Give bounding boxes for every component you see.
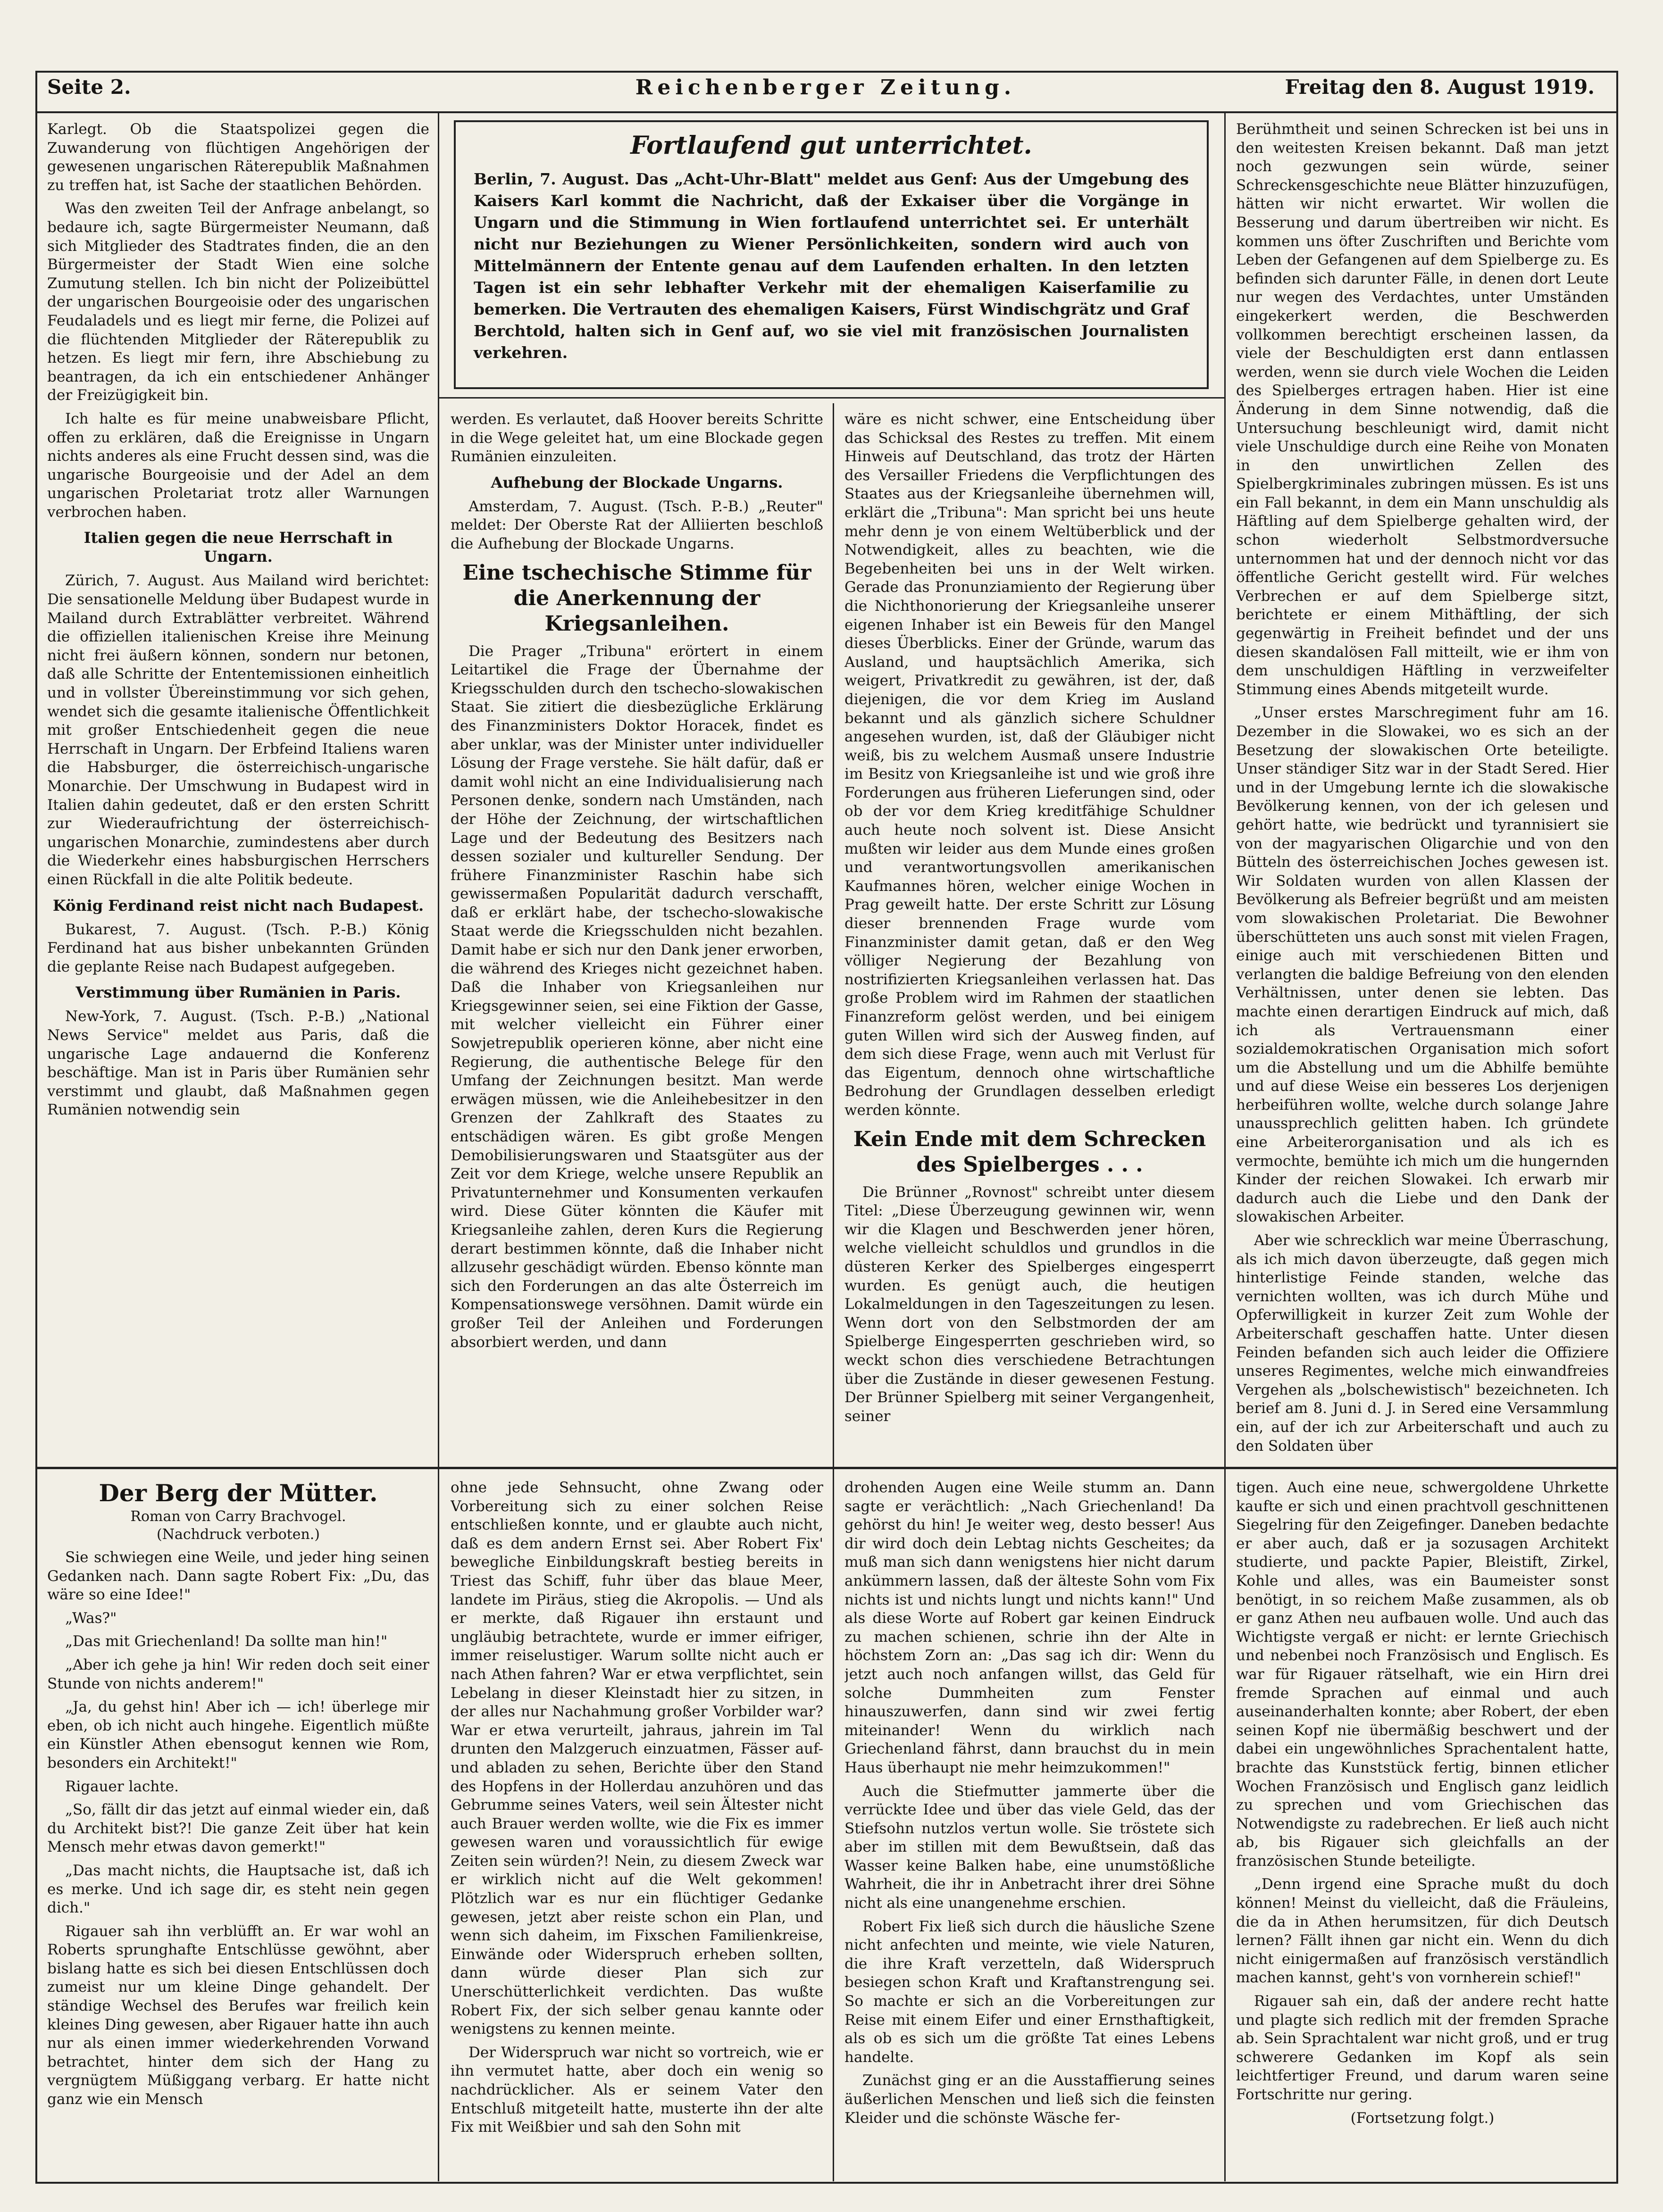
paragraph: Bukarest, 7. August. (Tsch. P.-B.) König Ferdinand hat aus bisher unbekannten Gründen die geplante Reise nach Budapest aufgegeben. (47, 921, 429, 975)
paragraph: Die Brünner „Rovnost" schreibt unter diesem Titel: „Diese Überzeugung gewinnen wir, wenn wir die Klagen und Beschwerden jener hören, welche vielleicht schuldlos und grundlos in die düsteren Kerker des Spielberges eingesperrt wurden. Es genügt auch, die heutigen Lokalmeldungen in den Tageszeitungen zu lesen. Wenn dort von den Selbstmorden der am Spielberge Eingesperrten geschrieben wird, so weckt schon dies verschiedene Betrachtungen über die Zustände in dieser gewesenen Festung. Der Brünner Spielberg mit seiner Vergangenheit, seiner (844, 1183, 1215, 1425)
feuilleton-column-2 (451, 1479, 823, 2177)
header-rule (35, 111, 1618, 113)
headline-verstimmung: Verstimmung über Rumänien in Paris. (75, 983, 401, 1002)
paragraph: ohne jede Sehnsucht, ohne Zwang oder Vorbereitung sich zu einer solchen Reise entschließen konnte, und er glaubte auch nicht, daß es dem andern Ernst sei. Aber Robert Fix' bewegliche Einbildungskraft bestieg bereits in Triest das Schiff, fuhr über das blaue Meer, landete im Piräus, stieg die Akropolis. — Und als er merkte, daß Rigauer ihn erstaunt und ungläubig betrachtete, wurde er immer eifriger, immer reiselustiger. Warum sollte nicht auch er nach Athen fahren? War er etwa verpflichtet, sein Lebelang in dieser Kleinstadt hier zu sitzen, in der alles nur Nachahmung großer Vorbilder war? War er etwa verurteilt, jahraus, jahrein im Tal drunten den Malzgeruch einzuatmen, Fässer auf- und abladen zu sehen, Berichte über den Stand des Hopfens in der Hollerdau anzuhören und das Gebrumme seines Vaters, weil sein Ältester nicht auch Brauer werden wollte, wie die Fix es immer gewesen waren und voraussichtlich für ewige Zeiten sein würden?! Nein, zu diesem Zweck war er wirklich nicht auf die Welt gekommen! Plötzlich war es nur ein flüchtiger Gedanke gewesen, jetzt aber reiste schon ein Plan, und wenn sich daheim, im Fixschen Familienkreise, Einwände oder Widerspruch erheben sollten, dann würde dieser Plan sich zur Unerschütterlichkeit verdichten. Das wußte Robert Fix, der sich selber genau kannte oder wenigstens zu kennen meinte. (451, 1479, 823, 2038)
paragraph: Robert Fix ließ sich durch die häusliche Szene nicht anfechten und meinte, wie viele Naturen, die ihre Kraft verzetteln, daß Widerspruch besiegen schon Kraft und Kraftanstrengung sei. So machte er sich an die Vorbereitungen zur Reise mit einem Eifer und einer Ernsthaftigkeit, als ob es sich um die größte Tat eines Lebens handelte. (844, 1918, 1215, 2066)
paragraph: Amsterdam, 7. August. (Tsch. P.-B.) „Reuter" meldet: Der Oberste Rat der Alliierten beschloß die Aufhebung der Blockade Ungarns. (451, 498, 823, 552)
feuilleton-title: Der Berg der Mütter. (99, 1479, 378, 1507)
issue-date: Freitag den 8. August 1919. (1285, 75, 1595, 99)
feuilleton-divider-2 (833, 1469, 834, 2181)
col-divider-3 (1224, 113, 1226, 1467)
headline-blockade: Aufhebung der Blockade Ungarns. (491, 473, 783, 491)
boxed-article-body: Berlin, 7. August. Das „Acht-Uhr-Blatt" meldet aus Genf: Aus der Umgebung des Kaisers Karl kommt die Nachricht, daß der Exkaiser über die Vorgänge in Ungarn und die Stimmung in Wien fortlaufend unterrichtet sei. Er unterhält nicht nur Beziehungen zu Wiener Persönlichkeiten, sondern wird auch von Mittelmännern der Entente genau auf dem Laufenden erhalten. In den letzten Tagen ist ein sehr lebhafter Verkehr mit der ehemaligen Kaiserfamilie zu bemerken. Die Vertrauten des ehemaligen Kaisers, Fürst Windischgrätz und Graf Berchtold, halten sich in Genf auf, wo sie viel mit französischen Journalisten verkehren. (474, 170, 1189, 362)
feuilleton-rule (35, 1467, 1618, 1469)
paragraph: Rigauer sah ein, daß der andere recht hatte und plagte sich redlich mit der fremden Sprache ab. Sein Sprachtalent war nicht groß, und er trug schwerere Gedanken im Kopf als sein leichtfertiger Freund, und darum waren seine Fortschritte nur gering. (1236, 1993, 1609, 2103)
paragraph: Karlegt. Ob die Staatspolizei gegen die Zuwanderung von flüchtigen Angehörigen der gewesenen ungarischen Räterepublik Maßnahmen zu treffen hat, ist Sache der staatlichen Behörden. (47, 121, 429, 194)
page-header (47, 75, 1595, 108)
column-4 (1236, 120, 1609, 1464)
paragraph: Was den zweiten Teil der Anfrage anbelangt, so bedaure ich, sagte Bürgermeister Neumann, daß sich Mitglieder des Stadtrates finden, die an den Bürgermeister der Stadt Wien eine solche Zumutung stellen. Ich bin nicht der Polizeibüttel der ungarischen Bourgeoisie oder des ungarischen Feudaladels und es liegt mir ferne, die Polizei auf die flüchtenden Mitglieder der Räterepublik zu hetzen. Es liegt mir fern, ihre Abschiebung zu beantragen, da ich ein entschiedener Anhänger der Freizügigkeit bin. (47, 200, 429, 404)
paragraph: Ich halte es für meine unabweisbare Pflicht, offen zu erklären, daß die Ereignisse in Ungarn nichts anderes als eine Frucht dessen sind, was die ungarische Bourgeoisie und der Adel an dem ungarischen Proletariat trotz aller Warnungen verbrochen haben. (47, 410, 429, 521)
paragraph: Berühmtheit und seinen Schrecken ist bei uns in den weitesten Kreisen bekannt. Daß man jetzt noch gezwungen sein würde, seiner Schreckensgeschichte neue Blätter hinzuzufügen, hätten wir nicht erwartet. Wir wollen die Besserung und darum übertreiben wir nicht. Es kommen uns öfter Zuschriften und Berichte vom Leben der Gefangenen auf dem Spielberge zu. Es befinden sich darunter Fälle, in denen dort Leute nur wegen des Verdachtes, unter Umständen eingekerkert werden, die Beschwerden vollkommen berechtigt erscheinen lassen, da viele der Beschuldigten erst dann entlassen werden, wenn sie durch viele Wochen die Leiden des Spielberges ertragen haben. Hier ist eine Änderung in dem Sinne notwendig, daß die Untersuchung beschleunigt wird, damit nicht viele Unschuldige durch eine Reihe von Monaten in den unwirtlichen Zellen des Spielbergkriminales zubringen müssen. Es ist uns ein Fall bekannt, in dem ein Mann unschuldig als Häftling auf dem Spielberge gehalten wird, der schon wiederholt Selbstmordversuche unternommen hat und der dennoch nicht vor das öffentliche Gericht gestellt wird. Für welches Verbrechen er auf dem Spielberge sitzt, berichtete er einem Mithäftling, der sich gegenwärtig in Freiheit befindet und der uns diesen skandalösen Fall mitteilt, wie er ihm von dem unschuldigen Häftling in verzweifelter Stimmung eines Abends mitgeteilt wurde. (1236, 121, 1609, 698)
page-label: Seite 2. (47, 75, 131, 99)
paragraph: „Unser erstes Marschregiment fuhr am 16. Dezember in die Slowakei, wo es sich an der Besetzung der slowakischen Orte beteiligte. Unser ständiger Sitz war in der Stadt Sered. Hier und in der Umgebung lernte ich die slowakische Bevölkerung kennen, von der ich gelesen und gehört hatte, wie bedrückt und tyrannisiert sie von der magyarischen Oligarchie und von den Bütteln des österreichischen Joches gewesen ist. Wir Soldaten wurden von allen Klassen der Bevölkerung als Befreier begrüßt und am meisten vom slowakischen Proletariat. Die Bewohner überschütteten uns auch sonst mit vielen Fragen, einige auch mit verschiedenen Bitten und verlangten die baldige Befreiung von den elenden Verhältnissen, unter denen sie lebten. Das machte einen derartigen Eindruck auf mich, daß ich als Vertrauensmann einer sozialdemokratischen Organisation mich sofort um die Abstellung und um die Abhilfe bemühte und auf diese Weise ein besseres Los derjenigen herbeiführen wollte, welche durch solange Jahre unaussprechlich gelitten haben. Ich gründete eine Arbeiterorganisation und als ich es vermochte, bemühte ich mich um die hungernden Kinder der reichen Slowakei. Ich erwarb mir dadurch auch die Liebe und den Dank der slowakischen Arbeiter. (1236, 704, 1609, 1226)
boxed-article-title: Fortlaufend gut unterrichtet. (630, 131, 1032, 160)
newspaper-title: Reichenberger Zeitung. (635, 75, 1016, 100)
reprint-notice: (Nachdruck verboten.) (156, 1526, 320, 1543)
paragraph: Zunächst ging er an die Ausstaffierung seines äußerlichen Menschen und ließ sich die feinsten Kleider und die schönste Wäsche fer- (844, 2072, 1215, 2127)
paragraph: werden. Es verlautet, daß Hoover bereits Schritte in die Wege geleitet hat, um eine Blockade gegen Rumänien einzuleiten. (451, 411, 823, 466)
feuilleton-column-3 (844, 1479, 1215, 2177)
headline-ferdinand: König Ferdinand reist nicht nach Budapest. (52, 896, 424, 915)
paragraph: wäre es nicht schwer, eine Entscheidung über das Schicksal des Restes zu treffen. Mit einem Hinweis auf Deutschland, das trotz der Härten des Versailler Friedens die Verpflichtungen des Staates aus der Kriegsanleihe übernehmen will, erklärt die „Tribuna": Man spricht bei uns heute mehr denn je von einem Weltüberblick und der Notwendigkeit, alles zu beachten, wie die Begebenheiten bei uns in der Welt wirken. Gerade das Pronunziamiento der Regierung über die Nichthonorierung der Kriegsanleihe unserer eigenen Inhaber ist ein Beweis für den Mangel dieses Überblicks. Einer der Gründe, warum das Ausland, und hauptsächlich Amerika, sich weigert, Privatkredit zu gewähren, ist der, daß diejenigen, die vor dem Krieg im Ausland bekannt und als gänzlich sichere Schuldner angesehen wurden, ist, daß der Gläubiger nicht weiß, bis zu welchem Ausmaß unsere Industrie im Besitz von Kriegsanleihe ist und wie groß ihre Forderungen aus früheren Lieferungen sind, oder ob der vor dem Krieg kreditfähige Schuldner auch heute noch solvent ist. Diese Ansicht mußten wir leider aus dem Munde eines großen und verantwortungsvollen amerikanischen Kaufmannes hören, welcher einige Wochen in Prag geweilt hatte. Der erste Schritt zur Lösung dieser brennenden Frage wurde vom Finanzminister damit getan, daß er den Weg völliger Negierung der Bezahlung von nostrifizierten Kriegsanleihen verlassen hat. Das große Problem wird im Rahmen der staatlichen Finanzreform gelöst werden, und bei einigem guten Willen wird sich der Ausweg finden, auf dem sich diese Frage, wenn auch mit Verlust für das Eigentum, dennoch ohne wirtschaftliche Bedrohung der Grundlagen desselben erledigt werden könnte. (844, 411, 1215, 1119)
paragraph: „Was?" (65, 1609, 117, 1627)
headline-italien: Italien gegen die neue Herrschaft in Ungarn. (84, 529, 393, 566)
box-bottom-rule (439, 397, 1224, 399)
headline-tschechische-stimme: Eine tschechische Stimme für die Anerkennung der Kriegsanleihen. (462, 560, 811, 636)
paragraph: „Denn irgend eine Sprache mußt du doch können! Meinst du vielleicht, daß die Fräuleins, die da in Athen herumsitzen, für dich Deutsch lernen? Fällt ihnen gar nicht ein. Wenn du dich nicht einigermaßen auf französisch verständlich machen kannst, geht's von vornherein schief!" (1236, 1876, 1609, 1987)
paragraph: New-York, 7. August. (Tsch. P.-B.) „National News Service" meldet aus Paris, daß die ungarische Lage andauernd die Konferenz beschäftige. Man ist in Paris über Rumänien sehr verstimmt und glaubt, daß Maßnahmen gegen Rumänien notwendig sein (47, 1008, 429, 1119)
paragraph: Aber wie schrecklich war meine Überraschung, als ich mich davon überzeugte, daß gegen mich hinterlistige Feinde standen, welche das vernichten wollten, was ich durch Mühe und Opferwilligkeit in kurzer Zeit zum Wohle der Arbeiterschaft geschaffen hatte. Unter diesen Feinden befanden sich auch leider die Offiziere unseres Regimentes, welche mich einwandfreies Vergehen als „bolschewistisch" bezeichneten. Ich berief am 8. Juni d. J. in Sered eine Versammlung ein, auf der ich zur Arbeiterschaft und auch zu den Soldaten über (1236, 1232, 1609, 1455)
paragraph: tigen. Auch eine neue, schwergoldene Uhrkette kaufte er sich und einen prachtvoll geschnittenen Siegelring für den Zeigefinger. Daneben bedachte er aber auch, daß er ja sozusagen Architekt studierte, und packte Papier, Bleistift, Zirkel, Kohle und alles, was ein Baumeister sonst benötigt, in so reichem Maße zusammen, als ob er ganz Athen neu aufbauen wolle. Und auch das Wichtigste vergaß er nicht: er lernte Griechisch und nebenbei noch Französisch und Englisch. Es war für Rigauer rätselhaft, wie ein Hirn drei fremde Sprachen auf einmal und auch auseinanderhalten konnte; aber Robert, der eben seinen Kopf nie übermäßig beschwert und der dabei ein ungewöhnliches Sprachentalent hatte, brachte das Kunststück fertig, binnen etlicher Wochen Französisch und Englisch ganz leidlich zu sprechen und vom Griechischen das Notwendigste zu radebrechen. Er ließ auch nicht ab, bis Rigauer sich gleichfalls an der französischen Stunde beteiligte. (1236, 1479, 1609, 1870)
col-divider-2 (833, 403, 834, 1467)
paragraph: Sie schwiegen eine Weile, und jeder hing seinen Gedanken nach. Dann sagte Robert Fix: „Du, das wäre so eine Idee!" (47, 1549, 429, 1604)
paragraph: „Ja, du gehst hin! Aber ich — ich! überlege mir eben, ob ich nicht auch hingehe. Eigentlich müßte ein Künstler Athen ebensogut kennen wie Rom, besonders ein Architekt!" (47, 1698, 429, 1771)
headline-spielberg: Kein Ende mit dem Schrecken des Spielberges . . . (853, 1127, 1206, 1177)
col-divider-1 (438, 113, 439, 1467)
paragraph: Der Widerspruch war nicht so vortreich, wie er ihn vermutet hatte, aber doch ein wenig so nachdrücklicher. Als er seinem Vater den Entschluß mitgeteilt hatte, musterte ihn der alte Fix mit Weißbier und sah den Sohn mit (451, 2044, 823, 2136)
paragraph: „So, fällt dir das jetzt auf einmal wieder ein, daß du Architekt bist?! Die ganze Zeit über hat kein Mensch mehr etwas davon gemerkt!" (47, 1801, 429, 1856)
paragraph: Rigauer sah ihn verblüfft an. Er war wohl an Roberts sprunghafte Entschlüsse gewöhnt, aber bislang hatte es sich bei diesen Entschlüssen doch zumeist nur um kleine Dinge gehandelt. Der ständige Wechsel des Berufes war freilich kein kleines Ding gewesen, aber Rigauer hatte ihn auch nur als einen immer wiederkehrenden Vorwand betrachtet, hinter dem sich der Hang zu vergnügtem Müßiggang verbarg. Er hatte nicht ganz wie ein Mensch (47, 1922, 429, 2108)
continued-notice: (Fortsetzung folgt.) (1350, 2109, 1495, 2127)
paragraph: Rigauer lachte. (65, 1778, 179, 1795)
paragraph: „Aber ich gehe ja hin! Wir reden doch seit einer Stunde von nichts anderem!" (47, 1656, 429, 1692)
feuilleton-column-1 (47, 1479, 429, 2177)
boxed-article (454, 120, 1209, 389)
feuilleton-divider-1 (438, 1469, 439, 2181)
paragraph: Zürich, 7. August. Aus Mailand wird berichtet: Die sensationelle Meldung über Budapest wurde in Mailand durch Extrablätter verbreitet. Während die offiziellen italienischen Kreise ihre Meinung nicht frei äußern können, sondern nur betonen, daß alle Schritte der Ententemissionen einheitlich und in vollster Übereinstimmung vor sich gehen, wendet sich die gesamte italienische Öffentlichkeit mit großer Entschiedenheit gegen die neue Herrschaft in Ungarn. Der Erbfeind Italiens waren die Habsburger, die österreichisch-ungarische Monarchie. Der Umschwung in Budapest wird in Italien dahin gedeutet, daß er den ersten Schritt zur Wiederaufrichtung der österreichisch-ungarischen Monarchie, zumindestens aber durch die Wiederkehr eines habsburgischen Herrschers einen Rückfall in die alte Politik bedeute. (47, 572, 429, 888)
feuilleton-divider-3 (1224, 1469, 1226, 2181)
paragraph: „Das mit Griechenland! Da sollte man hin!" (65, 1633, 388, 1650)
paragraph: drohenden Augen eine Weile stumm an. Dann sagte er verächtlich: „Nach Griechenland! Da gehörst du hin! Je weiter weg, desto besser! Aus dir wird doch dein Lebtag nichts Gescheites; da muß man sich dann wenigstens hier nicht darum ankümmern lassen, daß der älteste Sohn vom Fix nichts ist und nichts lungt und nichts kann!" Und als diese Worte auf Robert gar keinen Eindruck zu machen schienen, schrie ihn der Alte in höchstem Zorn an: „Das sag ich dir: Wenn du jetzt auch noch anfangen willst, das Geld für solche Dummheiten zum Fenster hinauszuwerfen, dann sind wir zwei fertig miteinander! Wenn du wirklich nach Griechenland fährst, dann brauchst du in mein Haus überhaupt nie mehr heimzukommen!" (844, 1479, 1215, 1776)
column-2 (451, 410, 823, 1464)
column-1 (47, 120, 429, 1464)
feuilleton-column-4 (1236, 1479, 1609, 2177)
column-3 (844, 410, 1215, 1464)
feuilleton-byline: Roman von Carry Brachvogel. (130, 1508, 346, 1525)
paragraph: „Das macht nichts, die Hauptsache ist, daß ich es merke. Und ich sage dir, es steht nein gegen dich." (47, 1862, 429, 1917)
paragraph: Die Prager „Tribuna" erörtert in einem Leitartikel die Frage der Übernahme der Kriegsschulden durch den tschecho-slowakischen Staat. Sie zitiert die diesbezügliche Erklärung des Finanzministers Doktor Horacek, findet es aber unklar, was der Minister unter individueller Lösung der Frage verstehe. Sie hält dafür, daß er damit wohl nicht an eine Individualisierung nach Personen denke, sondern nach Umständen, nach der Höhe der Zeichnung, der wirtschaftlichen Lage und der Bedeutung des Besitzers nach dessen sozialer und kultureller Sendung. Der frühere Finanzminister Raschin habe sich gewissermaßen Popularität dadurch verschafft, daß er erklärt habe, der tschecho-slowakische Staat werde die Kriegsschulden nicht bezahlen. Damit habe er sich nur den Dank jener erworben, die während des Krieges nicht gezeichnet haben. Daß die Inhaber von Kriegsanleihen nur Kriegsgewinner seien, sei eine Fiktion der Gasse, mit welcher vielleicht ein Führer einer Sowjetrepublik operieren könne, aber nicht eine Regierung, die authentische Belege für den Umfang der Zeichnungen besitzt. Man werde erwägen müssen, wie die Anleihebesitzer in den Grenzen der Zahlkraft des Staates zu entschädigen wären. Es gibt große Mengen Demobilisierungswaren und Staatsgüter aus der Zeit vor dem Kriege, welche unsere Republik an Privatunternehmer und Konsumenten verkaufen wird. Diese Güter könnten die Käufer mit Kriegsanleihe zahlen, deren Kurs die Regierung derart bestimmen könnte, daß die Inhaber nicht allzusehr geschädigt würden. Ebenso könnte man sich den Forderungen an das alte Österreich im Kompensationswege versöhnen. Damit würde ein großer Teil der Anleihen und Forderungen absorbiert werden, und dann (451, 642, 823, 1351)
paragraph: Auch die Stiefmutter jammerte über die verrückte Idee und über das viele Geld, das der Stiefsohn nutzlos vertun wolle. Sie tröstete sich aber im stillen mit dem Bewußtsein, daß das Wasser keine Balken habe, eine unumstößliche Wahrheit, die ihr in Anbetracht ihrer drei Söhne nicht als eine unangenehme erschien. (844, 1782, 1215, 1912)
